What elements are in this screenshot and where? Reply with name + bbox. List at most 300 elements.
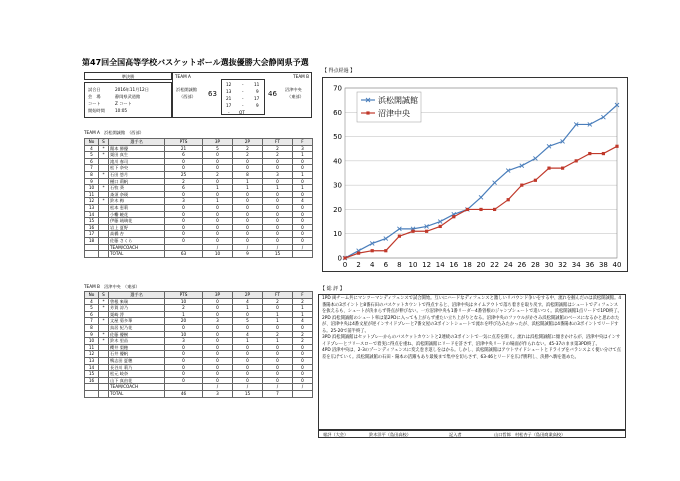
table-cell: 1 <box>263 338 293 345</box>
table-cell: 4 <box>293 318 313 325</box>
data-point <box>602 152 605 155</box>
table-cell: 10 <box>85 338 99 345</box>
table-cell: 0 <box>263 204 293 211</box>
series-line-2 <box>345 146 617 258</box>
round-label: 準決勝 <box>84 72 172 80</box>
table-cell: 0 <box>165 218 203 225</box>
table-cell: 松下 奈央 <box>109 165 165 172</box>
header-cell: PTS <box>165 292 203 299</box>
table-cell <box>99 165 109 172</box>
table-cell: 4 <box>85 145 99 152</box>
data-point <box>466 208 469 211</box>
table-cell: 20 <box>165 318 203 325</box>
table-row <box>85 324 313 331</box>
table-cell: 6 <box>165 185 203 192</box>
table-cell: 3 <box>203 390 233 397</box>
table-cell: 0 <box>263 178 293 185</box>
table-cell <box>85 244 99 251</box>
table-cell <box>165 384 203 391</box>
table-cell: 0 <box>233 371 263 378</box>
info-date: 2016年11月12日 <box>115 87 149 92</box>
x-tick-label: 4 <box>369 261 375 269</box>
table-cell: 2 <box>263 152 293 159</box>
table-cell: 1 <box>165 311 203 318</box>
table-row <box>85 178 313 185</box>
data-point <box>520 184 523 187</box>
data-point <box>507 198 510 201</box>
header-cell: No <box>85 292 99 299</box>
table-row <box>85 165 313 172</box>
table-cell: 0 <box>233 351 263 358</box>
table-row <box>85 305 313 312</box>
table-cell: 0 <box>233 211 263 218</box>
x-tick-label: 36 <box>585 261 595 269</box>
table-cell: * <box>99 145 109 152</box>
table-row <box>85 371 313 378</box>
table-row <box>85 384 313 391</box>
table-row <box>85 390 313 397</box>
data-point <box>601 115 605 119</box>
table-cell: 0 <box>203 158 233 165</box>
table-cell <box>293 251 313 258</box>
table-cell: 斎須 奈瑛 <box>109 191 165 198</box>
table-cell: 伊藤 琉璃花 <box>109 218 165 225</box>
ot-dash-a: - <box>228 110 230 115</box>
table-row <box>85 171 313 178</box>
table-row <box>85 331 313 338</box>
table-cell: 0 <box>233 198 263 205</box>
recorder-name: 鈴木洋平（島田高校） <box>369 432 411 437</box>
table-cell: 栗崎 澪 <box>109 311 165 318</box>
header-cell: FT <box>263 139 293 146</box>
team-b-sub: （東部） <box>287 94 304 99</box>
table-cell: 0 <box>293 165 313 172</box>
table-cell: 0 <box>263 231 293 238</box>
table-cell: 0 <box>233 231 263 238</box>
table-cell: 0 <box>203 165 233 172</box>
table-cell: 0 <box>203 311 233 318</box>
table-cell: 0 <box>233 165 263 172</box>
table-row <box>85 211 313 218</box>
table-cell: 0 <box>203 377 233 384</box>
table-cell <box>99 204 109 211</box>
table-cell: TOTAL <box>109 251 165 258</box>
table-cell: 0 <box>233 324 263 331</box>
table-row <box>85 377 313 384</box>
table-cell: 0 <box>203 324 233 331</box>
table-cell: 1 <box>293 171 313 178</box>
table-cell: 1 <box>203 198 233 205</box>
q4-dash: - <box>242 103 244 108</box>
table-cell: 0 <box>263 364 293 371</box>
chart-frame <box>322 77 628 272</box>
table-cell: / <box>263 244 293 251</box>
table-cell <box>99 178 109 185</box>
x-tick-label: 6 <box>383 261 389 269</box>
data-point <box>371 249 374 252</box>
table-cell: 櫻井 梨穂 <box>109 344 165 351</box>
table-cell: 14 <box>85 364 99 371</box>
data-point <box>547 167 550 170</box>
table-cell: 13 <box>85 357 99 364</box>
table-cell: 1 <box>233 305 263 312</box>
x-tick-label: 14 <box>435 261 445 269</box>
table-cell: * <box>99 331 109 338</box>
table-cell: * <box>99 185 109 192</box>
table-cell: TOTAL <box>109 390 165 397</box>
q1-a: 12 <box>226 82 232 87</box>
q2-a: 13 <box>226 89 232 94</box>
table-cell: 0 <box>203 338 233 345</box>
table-cell: 7 <box>85 318 99 325</box>
table-row <box>85 145 313 152</box>
table-cell: 1 <box>263 311 293 318</box>
data-point <box>493 181 497 185</box>
table-row <box>85 158 313 165</box>
data-point <box>479 195 483 199</box>
table-cell: 2 <box>293 331 313 338</box>
table-cell <box>99 251 109 258</box>
table-cell <box>99 211 109 218</box>
table-cell: 石牧 葵 <box>109 185 165 192</box>
summary-box <box>318 294 626 430</box>
table-cell: 鳥居 紀乃花 <box>109 324 165 331</box>
x-tick-label: 0 <box>342 261 348 269</box>
table-cell: 1 <box>293 185 313 192</box>
table-row <box>85 152 313 159</box>
y-tick-label: 10 <box>333 230 342 239</box>
table-cell: 1 <box>233 185 263 192</box>
table-cell: 0 <box>263 198 293 205</box>
x-tick-label: 32 <box>558 261 568 269</box>
header-cell: S <box>99 139 109 146</box>
table-cell: 18 <box>85 237 99 244</box>
table-cell: 0 <box>165 344 203 351</box>
table-cell: 0 <box>293 158 313 165</box>
table-cell: 0 <box>165 165 203 172</box>
header-cell: 選手名 <box>109 139 165 146</box>
table-cell: 13 <box>85 204 99 211</box>
table-cell <box>99 244 109 251</box>
table-cell: 0 <box>263 377 293 384</box>
entry-name: 山口哲郎 村松杏子（島田商業高校） <box>494 432 566 437</box>
table-cell: 0 <box>165 224 203 231</box>
table-cell: 2 <box>263 298 293 305</box>
legend-marker <box>366 111 369 114</box>
table-cell <box>99 371 109 378</box>
table-cell: 0 <box>203 178 233 185</box>
table-cell: 0 <box>165 237 203 244</box>
info-label-venue: 会 場 <box>88 94 101 99</box>
table-cell: 15 <box>263 251 293 258</box>
table-row <box>85 364 313 371</box>
table-cell: 1 <box>203 185 233 192</box>
table-cell: 滝川 春司 <box>109 158 165 165</box>
table-cell: 0 <box>263 344 293 351</box>
scoreboard <box>172 72 312 118</box>
table-cell <box>99 357 109 364</box>
table-cell: 63 <box>165 251 203 258</box>
x-tick-label: 38 <box>598 261 608 269</box>
table-cell <box>85 384 99 391</box>
table-cell: 0 <box>263 305 293 312</box>
summary-paragraph: 4PD 沼津中央は、2-3のゾーンディフェンスに変え巻き返しをはかる。しかし、浜松開誠館はアウトサイドシュートとドライブをバランスよく使い分けて点差を広げていく。浜松開誠館の石田・陽本の活躍もあり最後まで集中を切らさず、63-46とリードを広げ勝利し、決勝へ駒を進めた。 <box>322 348 621 360</box>
table-cell: 0 <box>293 357 313 364</box>
table-cell <box>165 244 203 251</box>
table-row <box>85 357 313 364</box>
table-cell: 6 <box>165 152 203 159</box>
table-cell: 0 <box>165 231 203 238</box>
table-cell: 芳賀 涼乃 <box>109 305 165 312</box>
table-cell: 0 <box>165 158 203 165</box>
data-point <box>493 208 496 211</box>
table-cell: 石井 優帆 <box>109 351 165 358</box>
table-cell: 4 <box>233 298 263 305</box>
summary-paragraph: 3PD 浜松開誠館はセットプレーからのバスケットカウントと2連続の3ポイントで一気に点差を開く。流れは浜松開誠館に傾きかけるが、沼津中央はインサイドプレーとフリースローで着実に得点を重ね、浜松開誠館にリードを許さず、沼津中央リードの場面が作られない。45-37のまま第3PD終了。 <box>322 335 621 347</box>
table-cell: * <box>99 152 109 159</box>
table-cell: 5 <box>85 152 99 159</box>
q2-b: 9 <box>256 89 259 94</box>
header-cell: F <box>293 292 313 299</box>
table-cell: 樋口 莉帆 <box>109 178 165 185</box>
table-cell: / <box>293 384 313 391</box>
table-cell: 2 <box>293 298 313 305</box>
table-cell: 16 <box>85 224 99 231</box>
x-tick-label: 40 <box>612 261 622 269</box>
team-b-label: TEAM B <box>293 74 309 79</box>
y-tick-label: 30 <box>333 181 342 190</box>
table-cell: 0 <box>165 371 203 378</box>
table-cell: 11 <box>85 344 99 351</box>
q2-dash: - <box>242 89 244 94</box>
header-cell: 2P <box>233 139 263 146</box>
table-cell: 5 <box>203 145 233 152</box>
summary-text <box>319 295 625 362</box>
summary-paragraph: 2PD 浜松開誠館のシュート率は第2PDに入っても上がらず重たい立ち上がりとなる。沼津中央のファウルがかさみ浜松開誠館のベースになるかと思われたが、沼津中央は4番文屋が逆インサイドプレーと7番文屋の3ポイントシュートで流れを呼び込みたかったが、浜松開誠館は4番陽本の3ポイントでリードする。25-20で前半終了。 <box>322 315 620 334</box>
team-a-caption: TEAM A 浜松開誠館 （西部） <box>84 130 144 135</box>
table-cell: 2 <box>165 178 203 185</box>
table-cell: 2 <box>165 305 203 312</box>
table-cell: 栗田 真生 <box>109 152 165 159</box>
table-cell: 文屋 菊多華 <box>109 318 165 325</box>
page-title: 第47回全国高等学校バスケットボール選抜優勝大会静岡県予選 <box>82 58 309 67</box>
table-cell: 14 <box>85 211 99 218</box>
table-cell: * <box>99 318 109 325</box>
table-row <box>85 237 313 244</box>
table-cell: / <box>203 384 233 391</box>
table-cell: 0 <box>263 224 293 231</box>
table-cell: 10 <box>203 251 233 258</box>
table-cell: 10 <box>165 298 203 305</box>
x-tick-label: 16 <box>449 261 459 269</box>
table-cell: / <box>263 384 293 391</box>
table-cell: 0 <box>293 377 313 384</box>
table-cell: * <box>99 171 109 178</box>
table-cell: * <box>99 338 109 345</box>
table-row <box>85 244 313 251</box>
header-cell: F <box>293 139 313 146</box>
table-cell <box>99 390 109 397</box>
table-cell: 0 <box>203 152 233 159</box>
table-cell: / <box>233 244 263 251</box>
table-cell: 25 <box>165 171 203 178</box>
table-cell: 0 <box>263 357 293 364</box>
table-cell: * <box>99 305 109 312</box>
info-label-court: コート <box>88 101 101 106</box>
table-cell: 0 <box>203 344 233 351</box>
table-cell: 0 <box>263 351 293 358</box>
table-cell: 0 <box>263 371 293 378</box>
legend-label: 浜松開誠館 <box>378 96 418 105</box>
y-tick-label: 70 <box>333 84 342 93</box>
table-cell: 陽本 勝優 <box>109 145 165 152</box>
q1-dash: - <box>242 82 244 87</box>
table-header-row <box>85 292 313 299</box>
table-cell: 0 <box>203 331 233 338</box>
table-cell: * <box>99 298 109 305</box>
table-row <box>85 318 313 325</box>
table-cell: 0 <box>263 211 293 218</box>
table-cell <box>99 191 109 198</box>
table-cell: 11 <box>85 191 99 198</box>
summary-paragraph: 1PD 両チーム共にマンツーマンディフェンスで試合開始。互いにハードなディフェンスと激しいリバウンド争いをする中、流れを掴んだのは浜松開誠館。4番陽本の3ポイントと8番石田のバスケットカウントで得点すると、沼津中央はタイムアウトで落ち着きを取り戻す。浜松開誠館はシュートでディフェンスを抜えるも、シュートが決まらず得点が伸びない。一方沼津中央も1番リーダー4番曽根のジャンプシュートで追いつく。浜松開誠館1点リードで1PD終了。 <box>322 296 622 314</box>
y-tick-label: 60 <box>333 108 342 117</box>
table-cell: 4 <box>293 198 313 205</box>
table-cell: 9 <box>233 251 263 258</box>
table-row <box>85 198 313 205</box>
table-cell: / <box>203 244 233 251</box>
table-cell: 0 <box>203 305 233 312</box>
table-row <box>85 231 313 238</box>
table-cell: 2 <box>263 145 293 152</box>
q1-b: 11 <box>254 82 260 87</box>
table-cell: 0 <box>233 344 263 351</box>
table-cell: 0 <box>293 191 313 198</box>
table-cell: 16 <box>85 377 99 384</box>
team-b-name: 沼津中央 <box>285 87 302 92</box>
table-cell: 石田 悠月 <box>109 171 165 178</box>
score-progression-chart <box>323 78 627 271</box>
table-cell <box>99 364 109 371</box>
data-point <box>452 215 455 218</box>
y-tick-label: 50 <box>333 133 342 142</box>
table-cell <box>99 351 109 358</box>
table-cell: 1 <box>263 185 293 192</box>
table-cell: 6 <box>85 158 99 165</box>
table-cell: 7 <box>85 165 99 172</box>
table-cell: 0 <box>203 224 233 231</box>
table-cell: 1 <box>263 318 293 325</box>
table-row <box>85 251 313 258</box>
table-cell: 0 <box>203 371 233 378</box>
table-cell: 0 <box>263 218 293 225</box>
table-cell: 0 <box>165 204 203 211</box>
table-cell: 1 <box>233 178 263 185</box>
header-cell: 3P <box>203 139 233 146</box>
table-row <box>85 338 313 345</box>
header-cell: FT <box>263 292 293 299</box>
table-cell: 0 <box>203 191 233 198</box>
info-venue: 静岡県武道館 <box>115 94 141 99</box>
quarter-scores <box>221 79 265 115</box>
data-point <box>615 145 618 148</box>
x-tick-label: 28 <box>530 261 540 269</box>
table-cell: 9 <box>85 331 99 338</box>
table-cell: 0 <box>203 231 233 238</box>
legend-label: 沼津中央 <box>378 109 410 118</box>
table-row <box>85 218 313 225</box>
table-cell: 0 <box>165 324 203 331</box>
table-cell: 0 <box>263 237 293 244</box>
table-cell: 0 <box>203 364 233 371</box>
data-point <box>588 152 591 155</box>
table-cell: 0 <box>203 351 233 358</box>
table-cell: 0 <box>293 351 313 358</box>
table-cell: 3 <box>165 198 203 205</box>
table-cell: 2 <box>233 152 263 159</box>
table-cell <box>99 231 109 238</box>
table-cell: 6 <box>85 311 99 318</box>
data-point <box>575 159 578 162</box>
table-cell: 5 <box>85 305 99 312</box>
header-cell: PTS <box>165 139 203 146</box>
x-tick-label: 24 <box>503 261 513 269</box>
table-cell <box>99 218 109 225</box>
info-court: Z コート <box>115 101 132 106</box>
x-tick-label: 26 <box>517 261 527 269</box>
q3-dash: - <box>242 96 244 101</box>
info-label-date: 試合日 <box>88 87 101 92</box>
table-cell: 0 <box>203 211 233 218</box>
team-a-label: TEAM A <box>175 74 191 79</box>
table-cell: 0 <box>203 204 233 211</box>
table-cell: 小幡 暁花 <box>109 211 165 218</box>
table-cell: 0 <box>233 204 263 211</box>
table-cell: 1 <box>293 152 313 159</box>
table-cell: / <box>293 244 313 251</box>
table-cell: 1 <box>293 311 313 318</box>
table-cell: 3 <box>203 318 233 325</box>
table-cell: 0 <box>233 311 263 318</box>
data-point <box>425 230 428 233</box>
table-cell: 0 <box>233 224 263 231</box>
table-row <box>85 311 313 318</box>
table-cell: 鴨志田 夏穂 <box>109 357 165 364</box>
x-tick-label: 20 <box>476 261 486 269</box>
x-tick-label: 30 <box>544 261 554 269</box>
table-cell: 0 <box>263 165 293 172</box>
table-cell: 10 <box>85 185 99 192</box>
table-cell: 0 <box>233 237 263 244</box>
team-b-total: 46 <box>268 90 277 98</box>
table-cell: 0 <box>165 364 203 371</box>
table-cell: 3 <box>263 171 293 178</box>
table-cell: 0 <box>293 371 313 378</box>
table-cell: 0 <box>233 364 263 371</box>
table-cell: 0 <box>233 218 263 225</box>
table-cell <box>99 224 109 231</box>
table-cell: 0 <box>203 298 233 305</box>
table-cell: 10 <box>165 331 203 338</box>
table-cell: 8 <box>85 171 99 178</box>
x-tick-label: 12 <box>422 261 432 269</box>
table-cell: 4 <box>233 331 263 338</box>
table-cell: 佐藤 優樹 <box>109 331 165 338</box>
table-cell: 0 <box>203 218 233 225</box>
table-cell: 0 <box>293 324 313 331</box>
table-cell: 佐藤 さくら <box>109 237 165 244</box>
table-cell: 8 <box>85 324 99 331</box>
